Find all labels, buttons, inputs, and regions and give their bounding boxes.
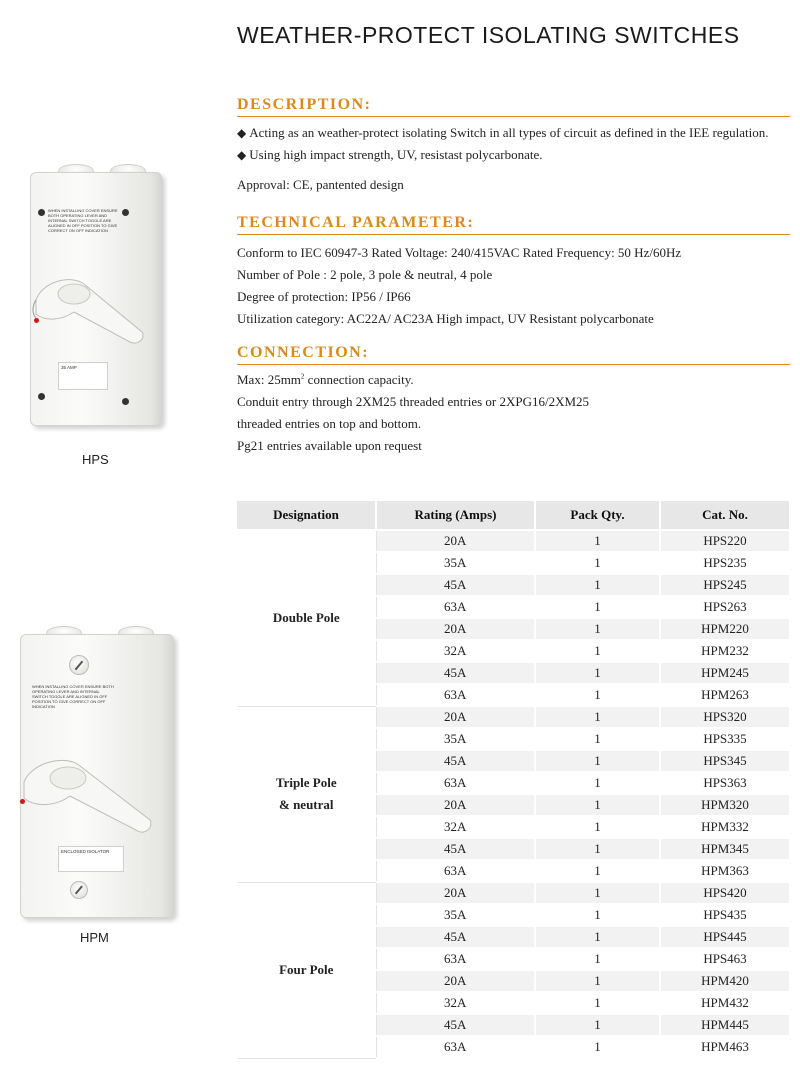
pack-qty-cell: 1	[535, 618, 660, 640]
pack-qty-cell: 1	[535, 838, 660, 860]
cover-screw-icon	[69, 655, 89, 675]
screw-icon	[38, 393, 45, 400]
cat-no-cell: HPS245	[660, 574, 790, 596]
rating-cell: 32A	[376, 816, 535, 838]
cat-no-cell: HPM432	[660, 992, 790, 1014]
screw-icon	[122, 209, 129, 216]
diamond-bullet-icon: ◆	[237, 148, 247, 162]
cat-no-cell: HPM245	[660, 662, 790, 684]
designation-cell	[237, 882, 376, 1058]
cat-no-cell: HPS235	[660, 552, 790, 574]
cat-no-cell: HPS320	[660, 706, 790, 728]
header-rating: Rating (Amps)	[376, 501, 535, 530]
rating-cell: 32A	[376, 992, 535, 1014]
rating-cell: 20A	[376, 530, 535, 552]
rating-cell: 63A	[376, 1036, 535, 1058]
pack-qty-cell: 1	[535, 992, 660, 1014]
connection-heading: CONNECTION:	[237, 344, 790, 365]
pack-qty-cell: 1	[535, 772, 660, 794]
table-row	[237, 882, 790, 904]
table-header-row	[237, 501, 790, 530]
cat-no-cell: HPS263	[660, 596, 790, 618]
designation-text: Four Pole	[279, 962, 334, 977]
designation-cell	[237, 530, 376, 706]
pack-qty-cell: 1	[535, 684, 660, 706]
cat-no-cell: HPM320	[660, 794, 790, 816]
connection-line-3: threaded entries on top and bottom.	[237, 416, 422, 431]
rating-cell: 63A	[376, 948, 535, 970]
pack-qty-cell: 1	[535, 970, 660, 992]
approval-text: Approval: CE, pantented design	[237, 177, 404, 192]
cat-no-cell: HPM332	[660, 816, 790, 838]
cat-no-cell: HPM263	[660, 684, 790, 706]
cat-no-cell: HPS363	[660, 772, 790, 794]
hps-label: HPS	[82, 452, 109, 467]
description-bullet-1: ◆ Acting as an weather-protect isolating Switch in all types of circuit as defined in the IEE regulation.	[237, 125, 769, 140]
pack-qty-cell: 1	[535, 640, 660, 662]
rating-cell: 63A	[376, 860, 535, 882]
rating-cell: 63A	[376, 596, 535, 618]
rating-cell: 35A	[376, 904, 535, 926]
rating-cell: 45A	[376, 838, 535, 860]
spec-table	[237, 501, 791, 1059]
connection-line-1: Max: $25mm^2$ connection capacity.	[237, 372, 414, 387]
pack-qty-cell: 1	[535, 1014, 660, 1036]
rating-cell: 20A	[376, 618, 535, 640]
diamond-bullet-icon: ◆	[237, 126, 247, 140]
cat-no-cell: HPS335	[660, 728, 790, 750]
rating-cell: 35A	[376, 728, 535, 750]
connection-line-4: Pg21 entries available upon request	[237, 438, 422, 453]
rating-cell: 32A	[376, 640, 535, 662]
designation-text: Triple Pole	[275, 775, 337, 790]
table-row	[237, 706, 790, 728]
hpm-label: HPM	[80, 930, 109, 945]
rating-cell: 45A	[376, 662, 535, 684]
designation-cell	[237, 706, 376, 882]
technical-heading: TECHNICAL PARAMETER:	[237, 214, 790, 235]
rating-cell: 20A	[376, 882, 535, 904]
technical-line-1: Conform to IEC 60947-3 Rated Voltage: 240/415VAC Rated Frequency: 50 Hz/60Hz	[237, 245, 682, 260]
description-heading: DESCRIPTION:	[237, 96, 790, 117]
cat-no-cell: HPS345	[660, 750, 790, 772]
header-designation: Designation	[237, 501, 376, 530]
rating-cell: 63A	[376, 772, 535, 794]
hpm-rating-plate: ENCLOSED ISOLATOR	[58, 846, 124, 872]
cat-no-cell: HPS463	[660, 948, 790, 970]
connection-line-2: Conduit entry through 2XM25 threaded entries or 2XPG16/2XM25	[237, 394, 590, 409]
table-row	[237, 530, 790, 552]
cat-no-cell: HPM232	[660, 640, 790, 662]
cat-no-cell: HPM420	[660, 970, 790, 992]
hps-warning-text: WHEN INSTALLING COVER ENSURE BOTH OPERATING LEVER AND INTERNAL SWITCH TOGGLE ARE ALIGNED IN OFF POSITION TO GIVE CORRECT ON OFF INDICATION	[48, 208, 118, 233]
hpm-lever	[10, 742, 170, 842]
cat-no-cell: HPM363	[660, 860, 790, 882]
cat-no-cell: HPM445	[660, 1014, 790, 1036]
cat-no-cell: HPM463	[660, 1036, 790, 1058]
pack-qty-cell: 1	[535, 794, 660, 816]
cat-no-cell: HPM220	[660, 618, 790, 640]
pack-qty-cell: 1	[535, 662, 660, 684]
rating-cell: 63A	[376, 684, 535, 706]
rating-cell: 45A	[376, 926, 535, 948]
pack-qty-cell: 1	[535, 706, 660, 728]
header-pack-qty: Pack Qty.	[535, 501, 660, 530]
hpm-warning-text: WHEN INSTALLING COVER ENSURE BOTH OPERATING LEVER AND INTERNAL SWITCH TOGGLE ARE ALIGNED IN OFF POSITION TO GIVE CORRECT ON OFF INDICATION	[32, 684, 114, 709]
pack-qty-cell: 1	[535, 530, 660, 552]
pack-qty-cell: 1	[535, 596, 660, 618]
rating-cell: 45A	[376, 750, 535, 772]
screw-icon	[122, 398, 129, 405]
table-body	[237, 530, 790, 1058]
pack-qty-cell: 1	[535, 728, 660, 750]
cat-no-cell: HPS445	[660, 926, 790, 948]
cat-no-cell: HPM345	[660, 838, 790, 860]
pack-qty-cell: 1	[535, 926, 660, 948]
off-indicator-mark	[20, 799, 25, 804]
designation-text: & neutral	[278, 797, 334, 812]
cat-no-cell: HPS435	[660, 904, 790, 926]
technical-line-4: Utilization category: AC22A/ AC23A High impact, UV Resistant polycarbonate	[237, 311, 654, 326]
rating-cell: 35A	[376, 552, 535, 574]
pack-qty-cell: 1	[535, 552, 660, 574]
cat-no-cell: HPS220	[660, 530, 790, 552]
technical-line-3: Degree of protection: IP56 / IP66	[237, 289, 411, 304]
off-indicator-mark	[34, 318, 39, 323]
rating-cell: 20A	[376, 794, 535, 816]
pack-qty-cell: 1	[535, 574, 660, 596]
pack-qty-cell: 1	[535, 816, 660, 838]
screw-icon	[38, 209, 45, 216]
designation-text: Double Pole	[272, 610, 340, 626]
pack-qty-cell: 1	[535, 750, 660, 772]
header-cat-no: Cat. No.	[660, 501, 790, 530]
page-title: WEATHER-PROTECT ISOLATING SWITCHES	[237, 22, 740, 48]
pack-qty-cell: 1	[535, 1036, 660, 1058]
pack-qty-cell: 1	[535, 882, 660, 904]
cat-no-cell: HPS420	[660, 882, 790, 904]
technical-line-2: Number of Pole : 2 pole, 3 pole & neutral, 4 pole	[237, 267, 493, 282]
hps-lever	[22, 262, 162, 352]
rating-cell: 45A	[376, 574, 535, 596]
rating-cell: 20A	[376, 706, 535, 728]
rating-cell: 45A	[376, 1014, 535, 1036]
pack-qty-cell: 1	[535, 904, 660, 926]
pack-qty-cell: 1	[535, 948, 660, 970]
hps-rating-plate: 35 AMP	[58, 362, 108, 390]
description-bullet-2: ◆ Using high impact strength, UV, resistast polycarbonate.	[237, 147, 543, 162]
rating-cell: 20A	[376, 970, 535, 992]
cover-screw-icon	[70, 881, 88, 899]
pack-qty-cell: 1	[535, 860, 660, 882]
